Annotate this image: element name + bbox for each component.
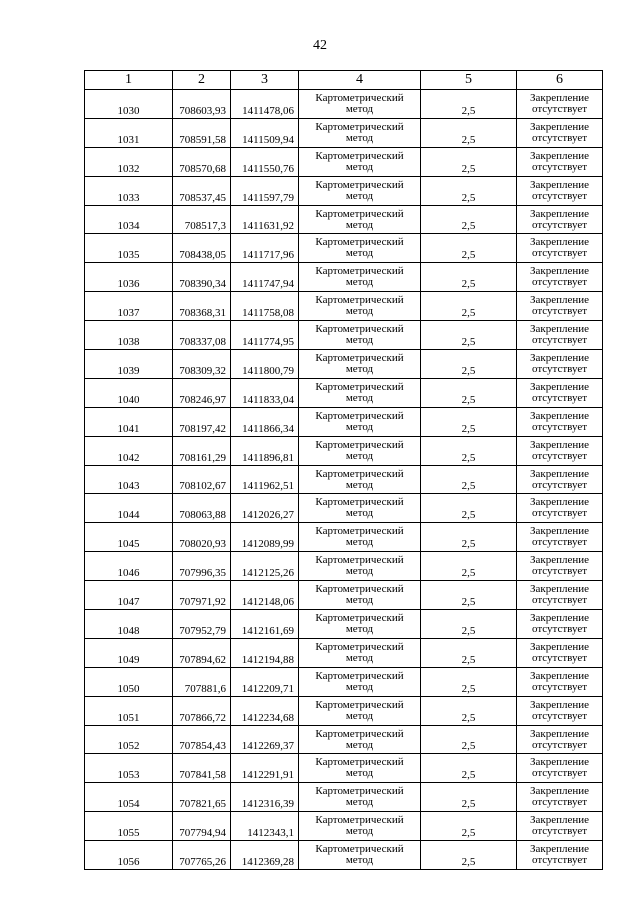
x-coordinate-cell: 708603,93 <box>173 90 231 119</box>
table-row <box>85 754 603 783</box>
method-cell: Картометрический метод <box>299 812 421 841</box>
accuracy-cell: 2,5 <box>421 407 517 436</box>
accuracy-cell: 2,5 <box>421 436 517 465</box>
table-row <box>85 321 603 350</box>
y-coordinate-cell: 1412343,1 <box>231 812 299 841</box>
point-number-cell: 1035 <box>85 234 173 263</box>
point-number-cell: 1041 <box>85 407 173 436</box>
method-cell: Картометрический метод <box>299 205 421 234</box>
y-coordinate-cell: 1412089,99 <box>231 523 299 552</box>
accuracy-cell: 2,5 <box>421 754 517 783</box>
y-coordinate-cell: 1411962,51 <box>231 465 299 494</box>
accuracy-cell: 2,5 <box>421 465 517 494</box>
table-row <box>85 523 603 552</box>
y-coordinate-cell: 1411896,81 <box>231 436 299 465</box>
column-header-1: 1 <box>85 71 173 90</box>
table-row <box>85 783 603 812</box>
x-coordinate-cell: 707866,72 <box>173 696 231 725</box>
y-coordinate-cell: 1411747,94 <box>231 263 299 292</box>
table-row <box>85 667 603 696</box>
table-body <box>85 90 603 870</box>
accuracy-cell: 2,5 <box>421 696 517 725</box>
point-number-cell: 1045 <box>85 523 173 552</box>
table-row <box>85 234 603 263</box>
fixing-status-cell: Закрепление отсутствует <box>517 725 603 754</box>
method-cell: Картометрический метод <box>299 321 421 350</box>
column-header-3: 3 <box>231 71 299 90</box>
fixing-status-cell: Закрепление отсутствует <box>517 147 603 176</box>
accuracy-cell: 2,5 <box>421 321 517 350</box>
table-row <box>85 350 603 379</box>
method-cell: Картометрический метод <box>299 841 421 870</box>
y-coordinate-cell: 1411631,92 <box>231 205 299 234</box>
point-number-cell: 1054 <box>85 783 173 812</box>
accuracy-cell: 2,5 <box>421 725 517 754</box>
x-coordinate-cell: 708517,3 <box>173 205 231 234</box>
x-coordinate-cell: 708063,88 <box>173 494 231 523</box>
fixing-status-cell: Закрепление отсутствует <box>517 523 603 552</box>
fixing-status-cell: Закрепление отсутствует <box>517 321 603 350</box>
x-coordinate-cell: 708438,05 <box>173 234 231 263</box>
page-number: 42 <box>313 38 327 53</box>
y-coordinate-cell: 1411833,04 <box>231 378 299 407</box>
x-coordinate-cell: 707765,26 <box>173 841 231 870</box>
y-coordinate-cell: 1411478,06 <box>231 90 299 119</box>
accuracy-cell: 2,5 <box>421 610 517 639</box>
method-cell: Картометрический метод <box>299 494 421 523</box>
y-coordinate-cell: 1411550,76 <box>231 147 299 176</box>
fixing-status-cell: Закрепление отсутствует <box>517 783 603 812</box>
column-header-2: 2 <box>173 71 231 90</box>
point-number-cell: 1044 <box>85 494 173 523</box>
accuracy-cell: 2,5 <box>421 378 517 407</box>
accuracy-cell: 2,5 <box>421 494 517 523</box>
table-row <box>85 90 603 119</box>
point-number-cell: 1051 <box>85 696 173 725</box>
accuracy-cell: 2,5 <box>421 176 517 205</box>
point-number-cell: 1055 <box>85 812 173 841</box>
x-coordinate-cell: 708537,45 <box>173 176 231 205</box>
fixing-status-cell: Закрепление отсутствует <box>517 292 603 321</box>
fixing-status-cell: Закрепление отсутствует <box>517 350 603 379</box>
x-coordinate-cell: 707894,62 <box>173 638 231 667</box>
table-row <box>85 147 603 176</box>
method-cell: Картометрический метод <box>299 696 421 725</box>
table-row <box>85 812 603 841</box>
column-header-6: 6 <box>517 71 603 90</box>
point-number-cell: 1046 <box>85 552 173 581</box>
fixing-status-cell: Закрепление отсутствует <box>517 610 603 639</box>
method-cell: Картометрический метод <box>299 638 421 667</box>
accuracy-cell: 2,5 <box>421 841 517 870</box>
y-coordinate-cell: 1411866,34 <box>231 407 299 436</box>
y-coordinate-cell: 1412291,91 <box>231 754 299 783</box>
method-cell: Картометрический метод <box>299 610 421 639</box>
accuracy-cell: 2,5 <box>421 581 517 610</box>
fixing-status-cell: Закрепление отсутствует <box>517 696 603 725</box>
y-coordinate-cell: 1412161,69 <box>231 610 299 639</box>
table-row <box>85 118 603 147</box>
point-number-cell: 1030 <box>85 90 173 119</box>
fixing-status-cell: Закрепление отсутствует <box>517 205 603 234</box>
fixing-status-cell: Закрепление отсутствует <box>517 638 603 667</box>
point-number-cell: 1031 <box>85 118 173 147</box>
point-number-cell: 1050 <box>85 667 173 696</box>
accuracy-cell: 2,5 <box>421 292 517 321</box>
point-number-cell: 1036 <box>85 263 173 292</box>
fixing-status-cell: Закрепление отсутствует <box>517 176 603 205</box>
y-coordinate-cell: 1411800,79 <box>231 350 299 379</box>
x-coordinate-cell: 708020,93 <box>173 523 231 552</box>
table-row <box>85 638 603 667</box>
table-row <box>85 696 603 725</box>
x-coordinate-cell: 707952,79 <box>173 610 231 639</box>
point-number-cell: 1040 <box>85 378 173 407</box>
accuracy-cell: 2,5 <box>421 667 517 696</box>
fixing-status-cell: Закрепление отсутствует <box>517 754 603 783</box>
accuracy-cell: 2,5 <box>421 812 517 841</box>
x-coordinate-cell: 708368,31 <box>173 292 231 321</box>
x-coordinate-cell: 708570,68 <box>173 147 231 176</box>
point-number-cell: 1053 <box>85 754 173 783</box>
point-number-cell: 1052 <box>85 725 173 754</box>
fixing-status-cell: Закрепление отсутствует <box>517 263 603 292</box>
accuracy-cell: 2,5 <box>421 118 517 147</box>
fixing-status-cell: Закрепление отсутствует <box>517 465 603 494</box>
point-number-cell: 1056 <box>85 841 173 870</box>
method-cell: Картометрический метод <box>299 523 421 552</box>
table-row <box>85 205 603 234</box>
accuracy-cell: 2,5 <box>421 638 517 667</box>
point-number-cell: 1048 <box>85 610 173 639</box>
x-coordinate-cell: 707794,94 <box>173 812 231 841</box>
method-cell: Картометрический метод <box>299 725 421 754</box>
accuracy-cell: 2,5 <box>421 523 517 552</box>
y-coordinate-cell: 1412234,68 <box>231 696 299 725</box>
y-coordinate-cell: 1412125,26 <box>231 552 299 581</box>
method-cell: Картометрический метод <box>299 90 421 119</box>
accuracy-cell: 2,5 <box>421 552 517 581</box>
y-coordinate-cell: 1411758,08 <box>231 292 299 321</box>
x-coordinate-cell: 707996,35 <box>173 552 231 581</box>
x-coordinate-cell: 708390,34 <box>173 263 231 292</box>
y-coordinate-cell: 1412369,28 <box>231 841 299 870</box>
method-cell: Картометрический метод <box>299 234 421 263</box>
table-row <box>85 552 603 581</box>
x-coordinate-cell: 708161,29 <box>173 436 231 465</box>
method-cell: Картометрический метод <box>299 667 421 696</box>
fixing-status-cell: Закрепление отсутствует <box>517 494 603 523</box>
accuracy-cell: 2,5 <box>421 234 517 263</box>
table-row <box>85 436 603 465</box>
y-coordinate-cell: 1411774,95 <box>231 321 299 350</box>
fixing-status-cell: Закрепление отсутствует <box>517 812 603 841</box>
x-coordinate-cell: 707854,43 <box>173 725 231 754</box>
method-cell: Картометрический метод <box>299 436 421 465</box>
coordinates-table <box>84 70 603 870</box>
accuracy-cell: 2,5 <box>421 90 517 119</box>
table-row <box>85 841 603 870</box>
y-coordinate-cell: 1411509,94 <box>231 118 299 147</box>
y-coordinate-cell: 1412209,71 <box>231 667 299 696</box>
point-number-cell: 1042 <box>85 436 173 465</box>
point-number-cell: 1049 <box>85 638 173 667</box>
accuracy-cell: 2,5 <box>421 783 517 812</box>
fixing-status-cell: Закрепление отсутствует <box>517 581 603 610</box>
x-coordinate-cell: 707881,6 <box>173 667 231 696</box>
table-row <box>85 494 603 523</box>
fixing-status-cell: Закрепление отсутствует <box>517 90 603 119</box>
x-coordinate-cell: 708246,97 <box>173 378 231 407</box>
method-cell: Картометрический метод <box>299 147 421 176</box>
table-header-row <box>85 71 603 90</box>
x-coordinate-cell: 708337,08 <box>173 321 231 350</box>
point-number-cell: 1033 <box>85 176 173 205</box>
x-coordinate-cell: 708102,67 <box>173 465 231 494</box>
x-coordinate-cell: 707841,58 <box>173 754 231 783</box>
point-number-cell: 1038 <box>85 321 173 350</box>
fixing-status-cell: Закрепление отсутствует <box>517 407 603 436</box>
table-row <box>85 465 603 494</box>
method-cell: Картометрический метод <box>299 783 421 812</box>
table-row <box>85 292 603 321</box>
fixing-status-cell: Закрепление отсутствует <box>517 234 603 263</box>
table-row <box>85 610 603 639</box>
method-cell: Картометрический метод <box>299 350 421 379</box>
y-coordinate-cell: 1412194,88 <box>231 638 299 667</box>
y-coordinate-cell: 1412148,06 <box>231 581 299 610</box>
table-row <box>85 263 603 292</box>
table-row <box>85 581 603 610</box>
fixing-status-cell: Закрепление отсутствует <box>517 841 603 870</box>
method-cell: Картометрический метод <box>299 263 421 292</box>
column-header-5: 5 <box>421 71 517 90</box>
x-coordinate-cell: 707821,65 <box>173 783 231 812</box>
accuracy-cell: 2,5 <box>421 263 517 292</box>
method-cell: Картометрический метод <box>299 176 421 205</box>
accuracy-cell: 2,5 <box>421 350 517 379</box>
point-number-cell: 1043 <box>85 465 173 494</box>
y-coordinate-cell: 1412316,39 <box>231 783 299 812</box>
point-number-cell: 1039 <box>85 350 173 379</box>
method-cell: Картометрический метод <box>299 552 421 581</box>
point-number-cell: 1037 <box>85 292 173 321</box>
method-cell: Картометрический метод <box>299 118 421 147</box>
accuracy-cell: 2,5 <box>421 205 517 234</box>
method-cell: Картометрический метод <box>299 292 421 321</box>
fixing-status-cell: Закрепление отсутствует <box>517 118 603 147</box>
fixing-status-cell: Закрепление отсутствует <box>517 378 603 407</box>
method-cell: Картометрический метод <box>299 465 421 494</box>
x-coordinate-cell: 708309,32 <box>173 350 231 379</box>
method-cell: Картометрический метод <box>299 581 421 610</box>
table-row <box>85 725 603 754</box>
table-row <box>85 176 603 205</box>
x-coordinate-cell: 708591,58 <box>173 118 231 147</box>
y-coordinate-cell: 1411597,79 <box>231 176 299 205</box>
y-coordinate-cell: 1412269,37 <box>231 725 299 754</box>
y-coordinate-cell: 1412026,27 <box>231 494 299 523</box>
table-row <box>85 407 603 436</box>
fixing-status-cell: Закрепление отсутствует <box>517 436 603 465</box>
fixing-status-cell: Закрепление отсутствует <box>517 667 603 696</box>
accuracy-cell: 2,5 <box>421 147 517 176</box>
column-header-4: 4 <box>299 71 421 90</box>
point-number-cell: 1047 <box>85 581 173 610</box>
point-number-cell: 1032 <box>85 147 173 176</box>
method-cell: Картометрический метод <box>299 754 421 783</box>
x-coordinate-cell: 707971,92 <box>173 581 231 610</box>
fixing-status-cell: Закрепление отсутствует <box>517 552 603 581</box>
point-number-cell: 1034 <box>85 205 173 234</box>
method-cell: Картометрический метод <box>299 407 421 436</box>
x-coordinate-cell: 708197,42 <box>173 407 231 436</box>
y-coordinate-cell: 1411717,96 <box>231 234 299 263</box>
table-row <box>85 378 603 407</box>
method-cell: Картометрический метод <box>299 378 421 407</box>
